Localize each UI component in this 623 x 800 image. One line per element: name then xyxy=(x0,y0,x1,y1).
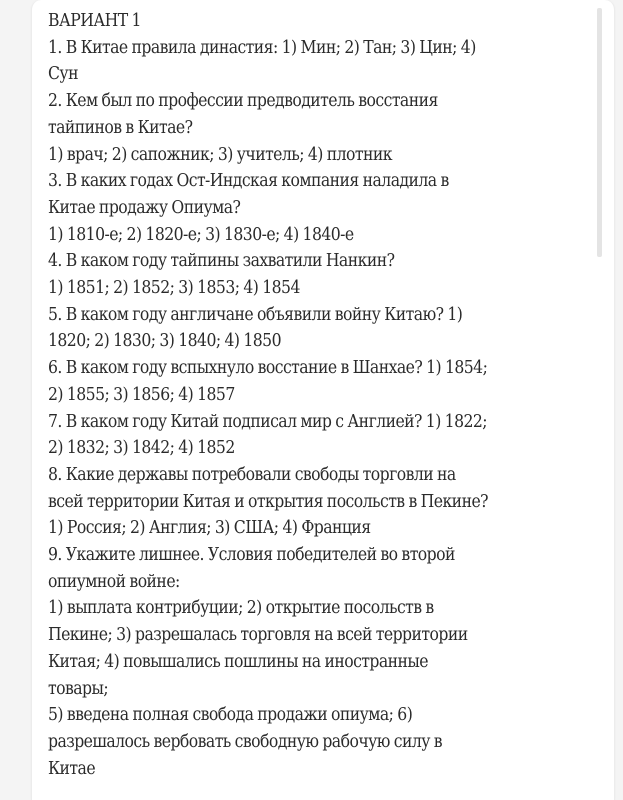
question-9-options: разрешалось вербовать свободную рабочую силу в xyxy=(48,731,443,752)
question-9-options: Китая; 4) повышались пошлины на иностранные xyxy=(48,651,428,672)
question-1-line: 1. В Китае правила династия: 1) Мин; 2) Тан; 3) Цин; 4) xyxy=(48,37,476,58)
question-3-line: 3. В каких годах Ост-Индская компания наладила в xyxy=(48,171,449,192)
question-7-line: 7. В каком году Китай подписал мир с Англией? 1) 1822; xyxy=(48,411,488,432)
question-9-options: товары; xyxy=(48,678,109,699)
question-2-options: 1) врач; 2) сапожник; 3) учитель; 4) плотник xyxy=(48,144,392,165)
question-6-options: 2) 1855; 3) 1856; 4) 1857 xyxy=(48,384,235,405)
question-8-options: 1) Россия; 2) Англия; 3) США; 4) Франция xyxy=(48,518,371,539)
question-4-options: 1) 1851; 2) 1852; 3) 1853; 4) 1854 xyxy=(48,278,300,299)
document-content xyxy=(48,8,596,782)
question-4-line: 4. В каком году тайпины захватили Нанкин? xyxy=(48,251,395,272)
document-title: ВАРИАНТ 1 xyxy=(48,11,141,31)
question-2-line: 2. Кем был по профессии предводитель восстания xyxy=(48,91,438,112)
question-5-line: 5. В каком году англичане объявили войну Китаю? 1) xyxy=(48,304,463,325)
question-8-line: всей территории Китая и открытия посольств в Пекине? xyxy=(48,491,488,512)
question-9-options: 1) выплата контрибуции; 2) открытие посольств в xyxy=(48,598,434,619)
question-8-line: 8. Какие державы потребовали свободы торговли на xyxy=(48,464,456,485)
question-9-line: опиумной войне: xyxy=(48,571,180,592)
scrollbar[interactable] xyxy=(597,8,603,257)
question-9-line: 9. Укажите лишнее. Условия победителей во второй xyxy=(48,545,455,566)
question-1-line: Сун xyxy=(48,64,78,85)
scrollbar-thumb[interactable] xyxy=(597,8,602,257)
question-3-options: 1) 1810-е; 2) 1820-е; 3) 1830-е; 4) 1840-е xyxy=(48,224,354,245)
question-7-options: 2) 1832; 3) 1842; 4) 1852 xyxy=(48,438,235,459)
question-5-options: 1820; 2) 1830; 3) 1840; 4) 1850 xyxy=(48,331,281,352)
question-2-line: тайпинов в Китае? xyxy=(48,117,193,138)
question-6-line: 6. В каком году вспыхнуло восстание в Шанхае? 1) 1854; xyxy=(48,358,488,379)
question-9-options: 5) введена полная свобода продажи опиума; 6) xyxy=(48,705,413,726)
question-9-options: Китае xyxy=(48,758,96,779)
question-3-line: Китае продажу Опиума? xyxy=(48,197,241,218)
question-9-options: Пекине; 3) разрешалась торговля на всей территории xyxy=(48,625,468,646)
